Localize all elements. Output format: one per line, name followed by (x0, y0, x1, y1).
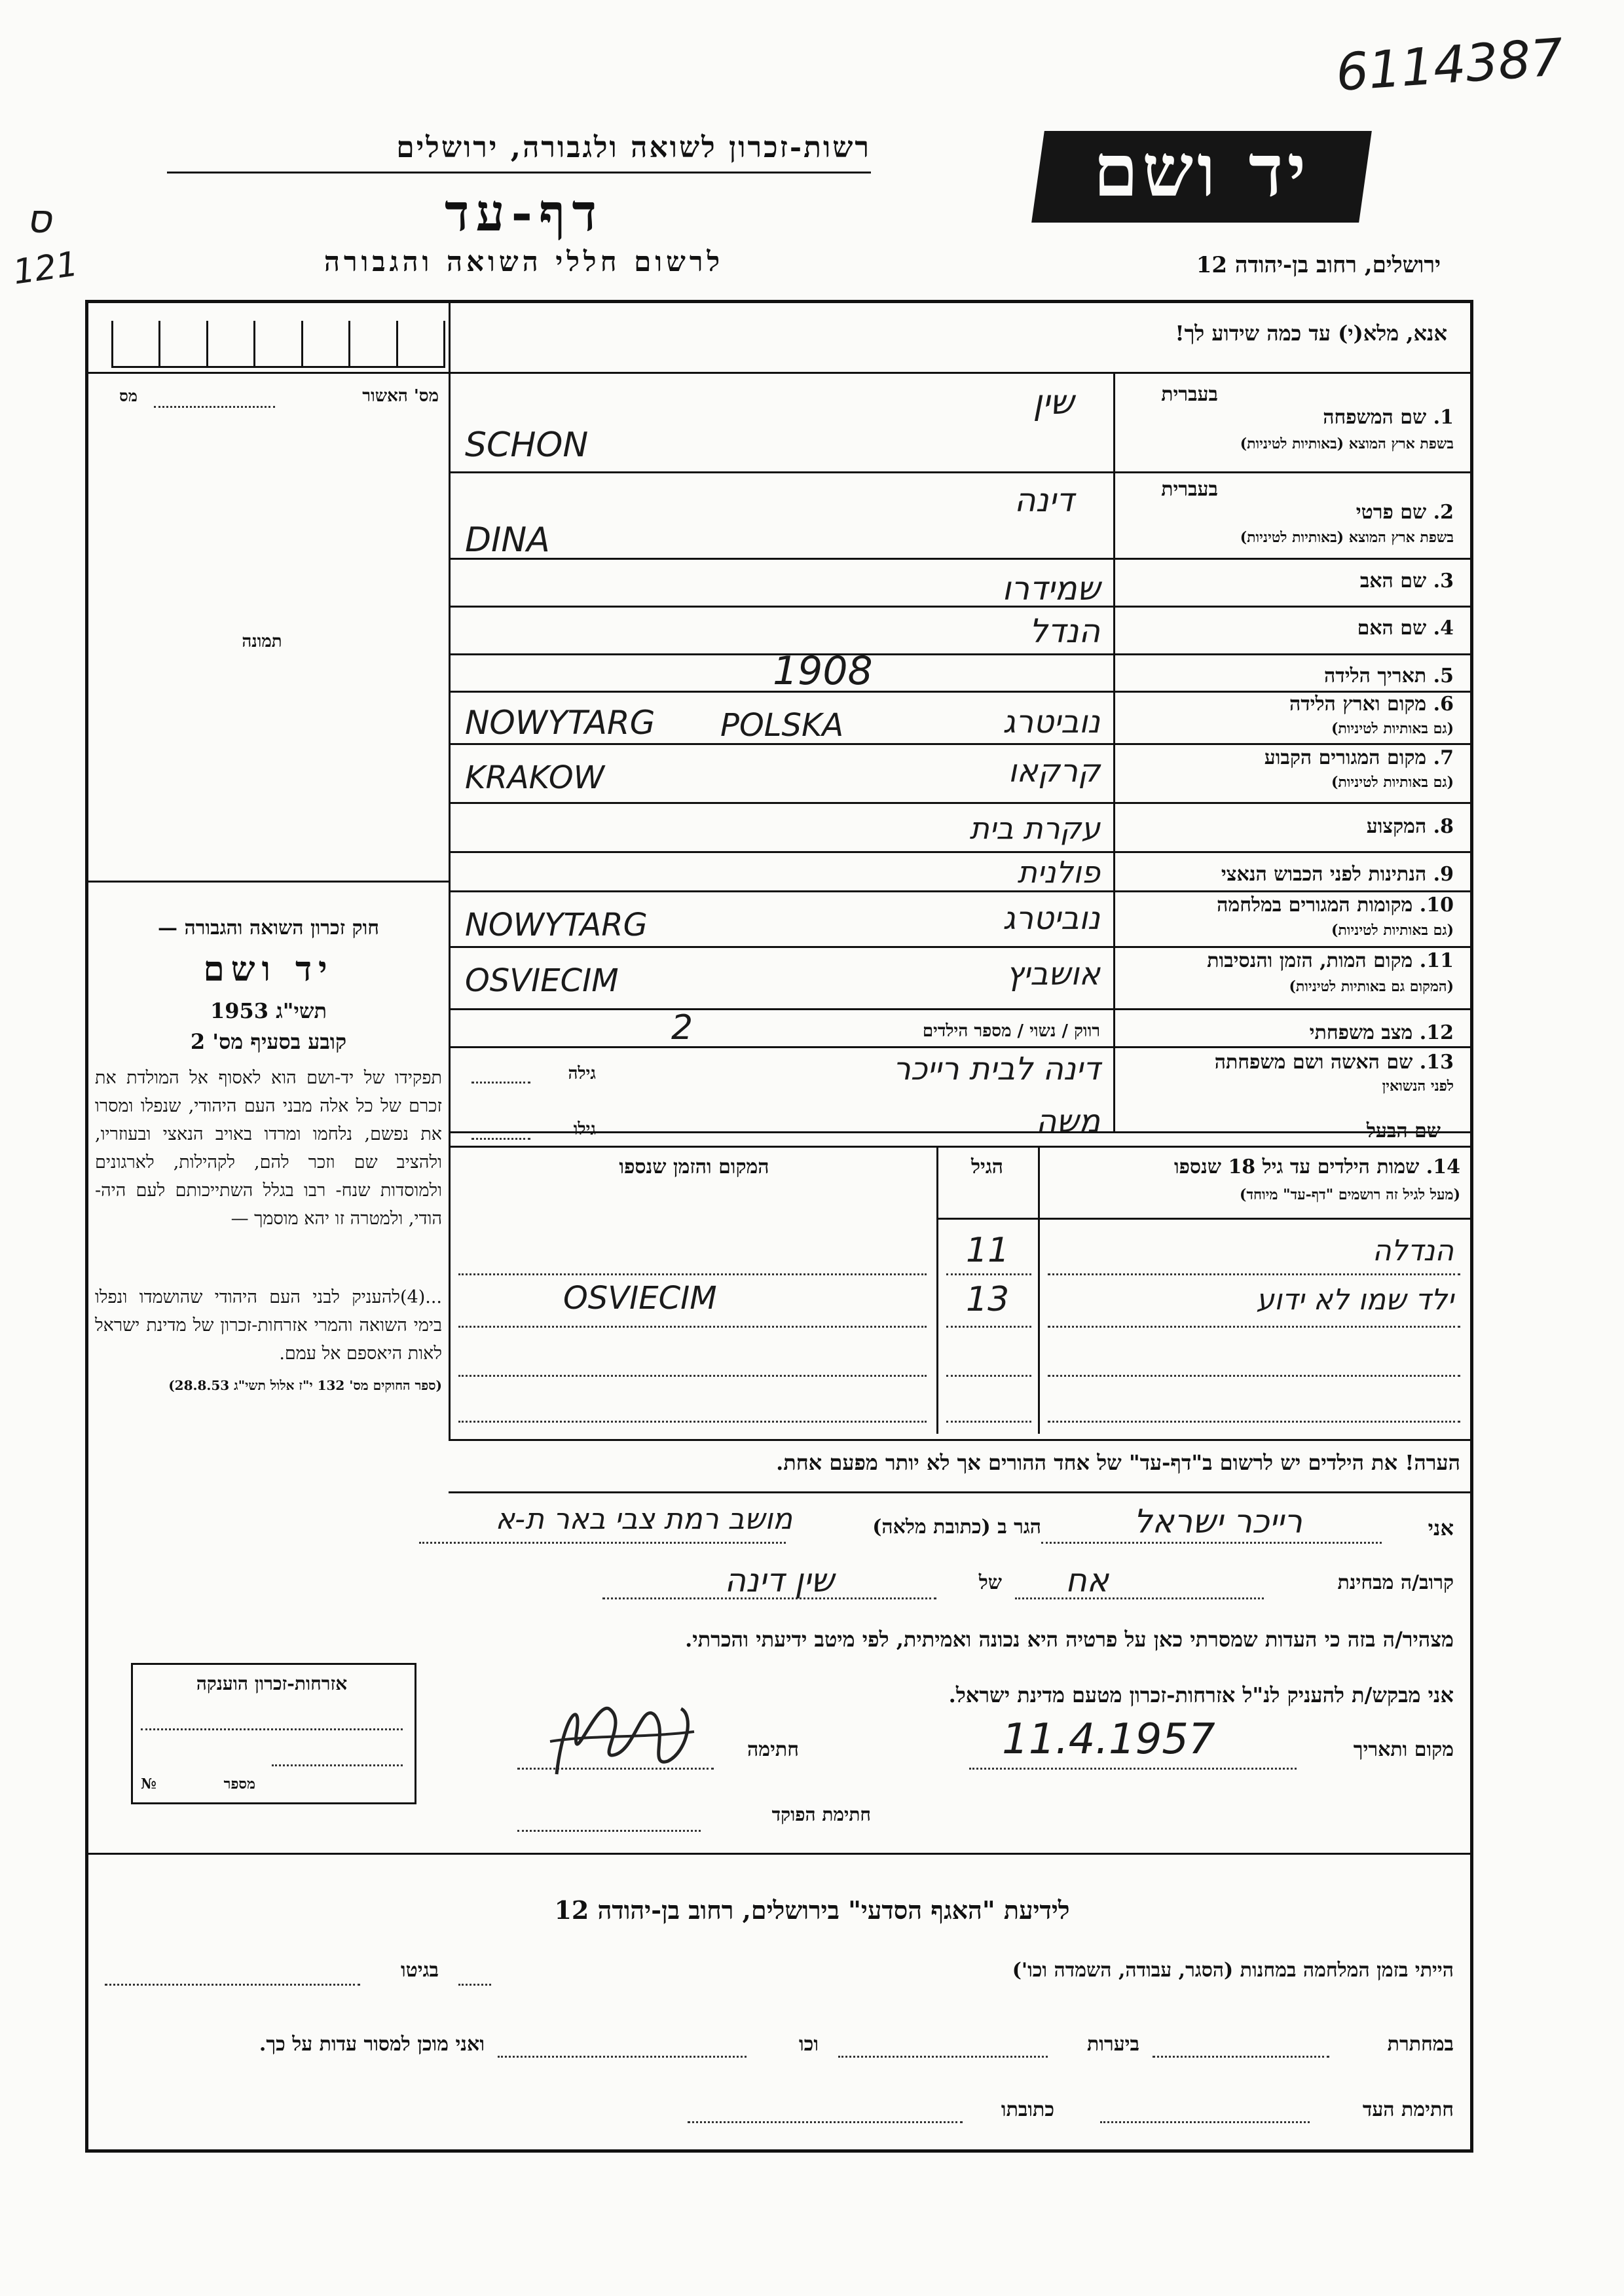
child-row-line (946, 1421, 1031, 1423)
nationality: פולנית (1017, 854, 1100, 890)
field-2-side: בעברית (1161, 478, 1218, 501)
footer-address: כתובתו (1001, 2098, 1054, 2121)
of-name-value: שין דינה (724, 1561, 834, 1599)
law-line2: יד ושם (203, 949, 334, 989)
of-label: של (978, 1571, 1002, 1594)
birth-country-latin: POLSKA (720, 707, 844, 744)
citizenship-line-2 (272, 1764, 403, 1766)
approval-dots (154, 406, 275, 408)
approval-no-label: מס (119, 386, 138, 405)
law-body: תפקידו של יד-ושם הוא לאסוף אל המולדת את זכרם של כל אלה מבני העם היהודי, שנפלו ומסרו את נפשם, נלחמו ומרדו באויב הנאצי ובעוזריו, ולהציב שם וזכר להם, לקהילות, לארגונים ולמוסדות שנח- רבו בגלל השתייכותם לעם היה- הודי, ולמטרה זו יהא מוסמך — (95, 1068, 442, 1229)
wife-age-dots (471, 1082, 530, 1084)
field-4-text: שם האם (1357, 617, 1427, 640)
footer-ready: ואני מוכן למסור עדות על כך. (259, 2033, 485, 2056)
surname-hebrew: שין (1033, 383, 1074, 422)
field-1-text: שם המשפחה (1323, 406, 1427, 429)
child-row-line (458, 1375, 927, 1377)
place-date-label: מקום ותאריך (1353, 1738, 1454, 1761)
note-text: הערה! את הילדים יש לרשום ב"דף-עד" של אחד ההורים אך לא יותר מפעם אחת. (776, 1450, 1460, 1475)
row-line (449, 743, 1473, 745)
surname-latin: SCHON (465, 426, 589, 465)
husband-name: משה (1036, 1103, 1100, 1140)
law-line3: תשי"ג 1953 (210, 998, 327, 1023)
birth-place-latin: NOWYTARG (465, 704, 655, 742)
row-line (449, 471, 1473, 473)
declarant-name: רייכר ישראל (1134, 1503, 1302, 1540)
marital-options: רווק / נשוי / מספר הילדים (922, 1021, 1100, 1041)
margin-note-top: ס (26, 196, 52, 242)
field-9-text: הנתינות לפני הכבוש הנאצי (1221, 863, 1427, 886)
officer-signature-label: חתימת הפוקד (771, 1804, 871, 1825)
form-intro: אנא, מלא(י) עד כמה שידוע לך! (1175, 321, 1447, 346)
child-2-age: 13 (966, 1280, 1010, 1319)
field-2-label (1231, 501, 1454, 524)
field-7-sub: (גם באותיות לטיניות) (1331, 774, 1454, 791)
field-3-num: 3. (1433, 570, 1454, 592)
footer-camps-line (458, 1984, 491, 1986)
footer-forests: ביערות (1086, 2033, 1139, 2056)
date-line (969, 1768, 1297, 1770)
field-4-label (1126, 617, 1454, 640)
footer-line1: הייתי בזמן המלחמה במחנות (הסגר, עבודה, השמדה וכו') (1012, 1959, 1454, 1982)
approval-boxes (111, 321, 445, 368)
field-1-num: 1. (1433, 406, 1454, 429)
field-3-label (1126, 570, 1454, 592)
child-row-line (946, 1326, 1031, 1328)
wife-name: דינה לבית רייכר (893, 1051, 1100, 1087)
yad-vashem-logo: יד ושם (1093, 128, 1310, 213)
declaration-address: מושב רמת צבי באר ת-א (495, 1503, 792, 1536)
mother-name: הנדל (1029, 612, 1100, 650)
birth-date: 1908 (773, 648, 873, 694)
field-10-text: מקומות המגורים במלחמה (1217, 894, 1413, 917)
field-8-label (1126, 815, 1454, 838)
field-12-label (1126, 1021, 1454, 1044)
footer-address-line (688, 2121, 963, 2123)
row-line (449, 1008, 1473, 1010)
row-line (449, 890, 1473, 892)
children-col-age-left (936, 1146, 938, 1434)
field-13-label (1126, 1051, 1454, 1074)
father-name: שמידרו (1002, 570, 1100, 608)
authority-title: רשות-זכרון לשואה ולגבורה, ירושלים (396, 131, 871, 164)
children-count: 2 (671, 1008, 693, 1048)
residence: קרקאו (1008, 753, 1100, 790)
declaration-address-label: הגר ב (כתובת מלאה) (872, 1516, 1041, 1539)
field-3-text: שם האב (1359, 570, 1427, 592)
footer-etc: וכו (798, 2033, 819, 2056)
signature-scribble (537, 1676, 707, 1794)
field-7-label (1126, 746, 1454, 769)
field-12-num: 12. (1419, 1021, 1454, 1044)
row-line (449, 946, 1473, 948)
field-6-text: מקום וארץ הלידה (1289, 693, 1427, 716)
field-1-side: בעברית (1161, 383, 1218, 406)
left-column-divider (449, 300, 451, 1439)
profession: עקרת בית (969, 811, 1100, 846)
field-11-label (1126, 949, 1454, 972)
citizenship-box-title: אזרחות-זכרון הוענקה (196, 1673, 348, 1694)
footer-title: לידיעת "האגף הסדעי" בירושלים, רחוב בן-יהודה 12 (554, 1895, 1070, 1925)
row-line (449, 802, 1473, 804)
header-underline (167, 172, 871, 173)
firstname-hebrew: דינה (1014, 481, 1074, 519)
row-line (449, 691, 1473, 693)
footer-witness-line (1100, 2121, 1310, 2123)
death-place: אושביץ (1006, 956, 1100, 993)
field-7-text: מקום המגורים הקבוע (1264, 746, 1427, 769)
declaration-statement: מצהיר/ה בזה כי העדות שמסרתי כאן על פרטיה היא נכונה ואמיתית, לפי מיטב ידיעתי והכרתי. (685, 1627, 1454, 1652)
law-reference: (ספר החוקים מס' 132 י"ז אלול תשי"ג 28.8.53) (168, 1377, 442, 1393)
row-line (449, 653, 1473, 655)
declaration-ani: אני (1428, 1516, 1454, 1540)
declaration-request: אני מבקש/ת להעניק לנ"ל אזרחות-זכרון מטעם מדינת ישראל. (948, 1683, 1454, 1707)
child-row-line (458, 1273, 927, 1275)
field-13-text: שם האשה ושם משפחתה (1214, 1051, 1413, 1074)
wartime-residence: נוביטרג (1003, 900, 1100, 937)
citizenship-number-label: מספר (223, 1776, 255, 1793)
children-place-header: המקום והזמן שנספו (619, 1156, 769, 1178)
child-2-name: ילד שמו לא ידוע (1256, 1283, 1454, 1317)
law-body-2: ...(4)להעניק לבני העם היהודי שהושמדו ונפלו בימי השואה והמרי אזרחות-זכרון של מדינת ישראל לאות היאספם אל עמם. (95, 1287, 442, 1364)
child-row-line (458, 1421, 927, 1423)
officer-line (517, 1830, 701, 1832)
field-10-sub: (גם באותיות לטיניות) (1331, 922, 1454, 939)
field-5-label (1126, 665, 1454, 687)
field-1-sub: בשפת ארץ המוצא (באותיות לטיניות) (1240, 435, 1454, 452)
children-text: שמות הילדים עד גיל 18 שנספו (1173, 1156, 1420, 1178)
relation-value: אח (1065, 1561, 1109, 1599)
husband-label: שם הבעל (1366, 1120, 1441, 1142)
field-7-num: 7. (1433, 746, 1454, 769)
wartime-residence-latin: NOWYTARG (465, 907, 648, 943)
field-6-sub: (גם באותיות לטיניות) (1331, 720, 1454, 737)
row-line (449, 851, 1473, 853)
field-10-num: 10. (1419, 894, 1454, 917)
field-1-label (1231, 406, 1454, 429)
note-top (449, 1439, 1473, 1441)
field-6-num: 6. (1433, 693, 1454, 716)
field-2-sub: בשפת ארץ המוצא (באותיות לטיניות) (1240, 529, 1454, 546)
child-1-age: 11 (966, 1231, 1010, 1270)
field-2-num: 2. (1433, 501, 1454, 524)
law-line4: קובע בסעיף מס' 2 (190, 1029, 347, 1054)
residence-latin: KRAKOW (465, 759, 605, 796)
citizenship-line-1 (141, 1728, 403, 1730)
row-line (449, 558, 1473, 560)
footer-witness-sig: חתימת העד (1362, 2098, 1454, 2121)
photo-bottom (85, 881, 449, 883)
child-row-line (1048, 1273, 1460, 1275)
footer-etc-line (498, 2056, 747, 2058)
field-12-text: מצב משפחתי (1309, 1021, 1413, 1044)
law-line1: חוק זכרון השואה והגבורה — (158, 917, 379, 939)
children-header-top (449, 1146, 1473, 1148)
note-bottom (449, 1491, 1473, 1493)
declaration-date: 11.4.1957 (1002, 1715, 1215, 1764)
field-13-num: 13. (1419, 1051, 1454, 1074)
field-11-sub: (המקום גם באותיות לטיניות) (1289, 978, 1454, 995)
field-10-label (1126, 894, 1454, 917)
approval-label: מס' האשור (362, 386, 439, 406)
firstname-latin: DINA (465, 520, 550, 560)
relative-label: קרוב/ה מבחינת (1337, 1571, 1454, 1594)
field-9-num: 9. (1433, 863, 1454, 886)
child-2-place: OSVIECIM (563, 1280, 717, 1317)
child-row-line (1048, 1421, 1460, 1423)
footer-hiding: במחתרת (1387, 2033, 1454, 2056)
margin-note-bottom: 121 (10, 244, 81, 293)
husband-age-dots (471, 1138, 530, 1140)
footer-hiding-line (1153, 2056, 1329, 2058)
child-row-line (1048, 1375, 1460, 1377)
field-8-text: המקצוע (1366, 815, 1427, 838)
declarant-line (1041, 1542, 1382, 1544)
footer-ghetto-line (105, 1984, 360, 1986)
children-sub: (מעל לגיל זה רושמים "דף-עד" מיוחד) (1240, 1186, 1460, 1203)
photo-label: תמונה (242, 632, 282, 651)
child-row-line (946, 1273, 1031, 1275)
death-place-latin: OSVIECIM (465, 962, 619, 999)
footer-forests-line (838, 2056, 1048, 2058)
footer-ghetto: בגיטו (400, 1959, 439, 1982)
field-6-label (1126, 693, 1454, 716)
birth-place: נוביטרג (1003, 704, 1100, 740)
field-13-sub: לפני הנשואין (1382, 1078, 1454, 1095)
form-title: דף-עד (445, 183, 603, 243)
address-line (419, 1542, 786, 1544)
archive-number: 6114387 (1334, 27, 1566, 103)
children-col-age-right (1038, 1146, 1040, 1434)
label-column-divider (1113, 372, 1115, 1131)
field-11-text: מקום המות, הזמן והנסיבות (1207, 949, 1413, 972)
field-2-text: שם פרטי (1356, 501, 1427, 524)
header-address: ירושלים, רחוב בן-יהודה 12 (1196, 252, 1441, 278)
child-row-line (1048, 1326, 1460, 1328)
field-9-label (1126, 863, 1454, 886)
children-age-header: הגיל (970, 1156, 1004, 1178)
children-num: 14. (1426, 1156, 1460, 1178)
husband-age-label: גילו (573, 1120, 596, 1139)
field-4-num: 4. (1433, 617, 1454, 640)
citizenship-no-label: № (141, 1776, 157, 1793)
form-subtitle: לרשום חללי השואה והגבורה (323, 246, 724, 278)
child-1-name: הנדלה (1372, 1234, 1454, 1267)
children-label (1048, 1156, 1460, 1178)
field-8-num: 8. (1433, 815, 1454, 838)
field-5-text: תאריך הלידה (1324, 665, 1427, 687)
row-line (449, 1046, 1473, 1048)
field-5-num: 5. (1433, 665, 1454, 687)
field-11-num: 11. (1419, 949, 1454, 972)
footer-divider (85, 1853, 1473, 1855)
signature-label: חתימה (747, 1738, 799, 1761)
child-row-line (458, 1326, 927, 1328)
child-row-line (946, 1375, 1031, 1377)
top-row-divider (85, 372, 1473, 374)
children-header-bottom (936, 1218, 1473, 1220)
wife-age-label: גילה (568, 1064, 596, 1084)
